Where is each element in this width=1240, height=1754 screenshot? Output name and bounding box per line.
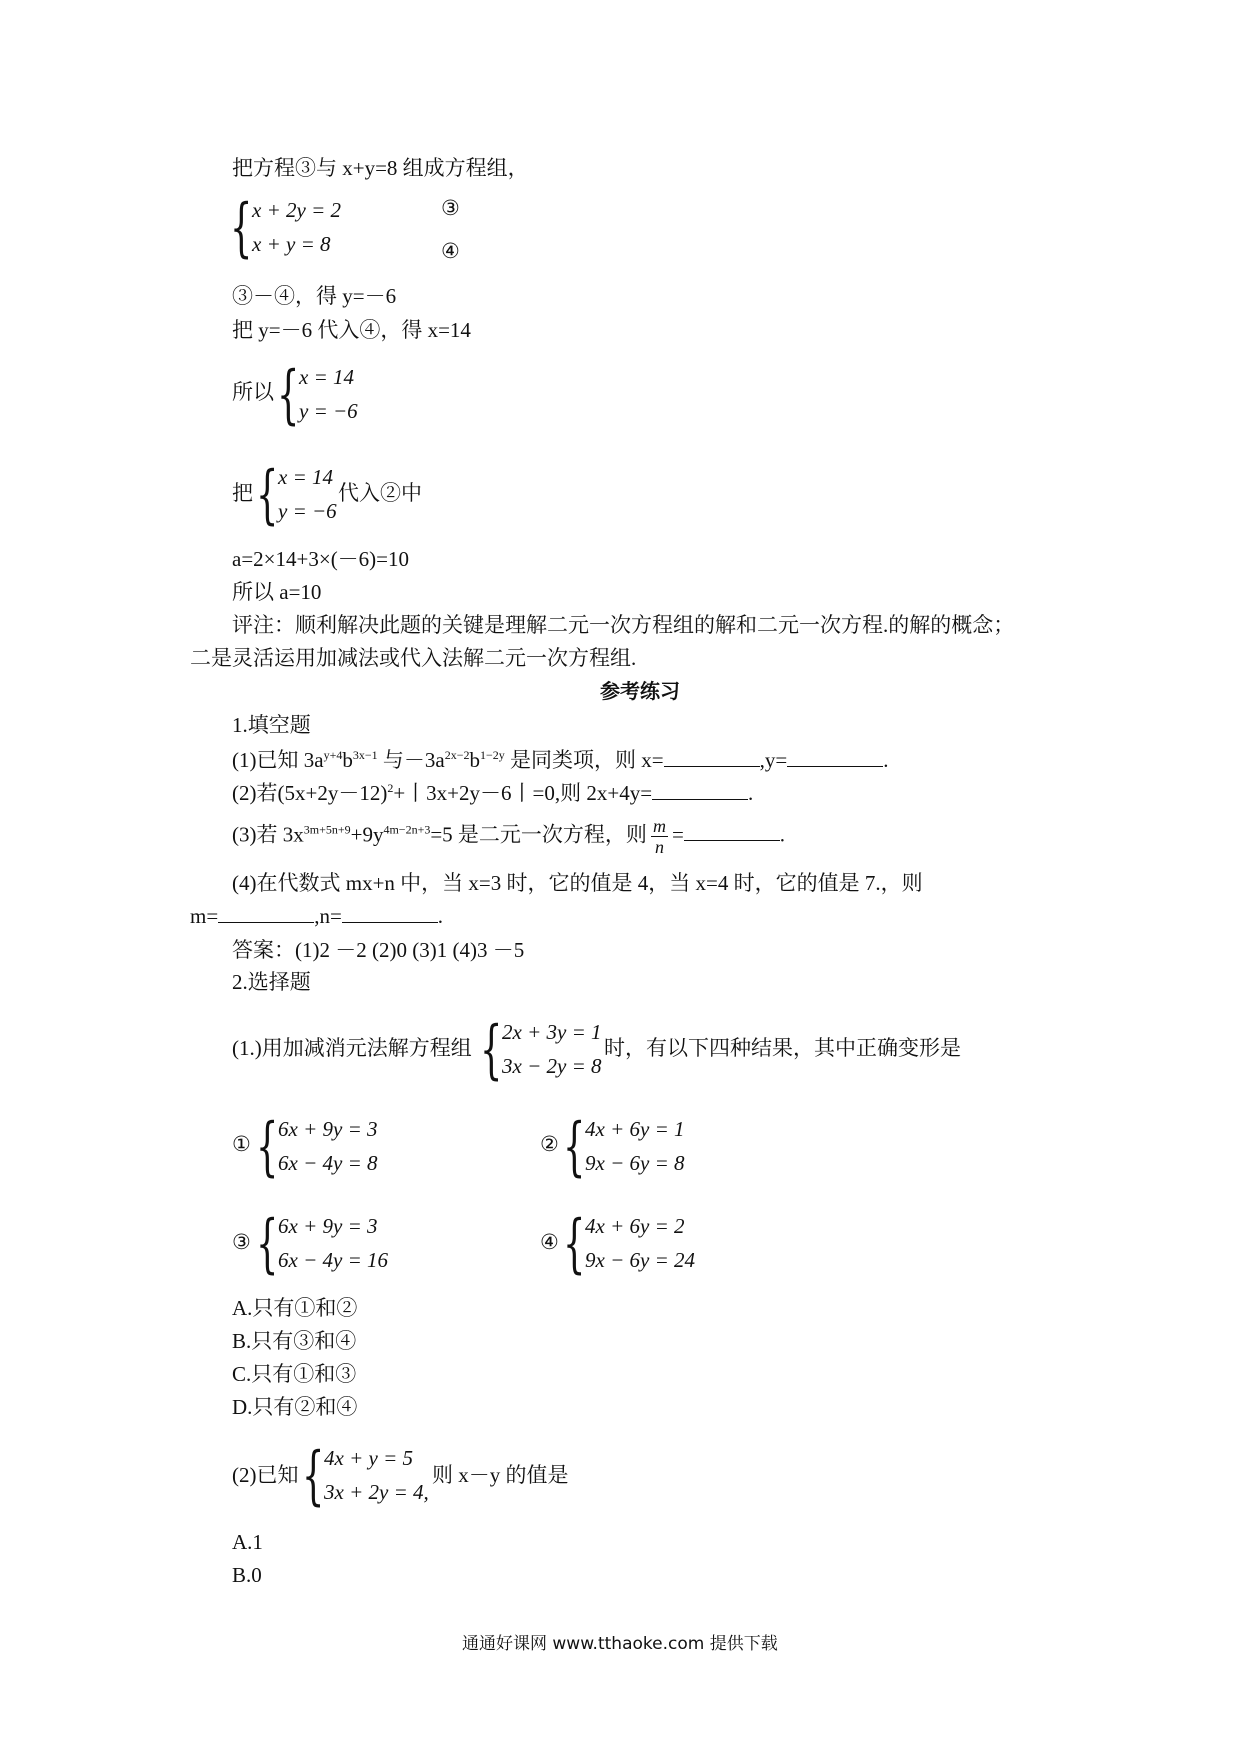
brace-icon: { [256,1110,279,1184]
text-suffix: 代入②中 [338,481,422,505]
brace-icon: { [480,1013,503,1087]
equation: 4x + 6y = 2 [585,1214,685,1238]
equation-tag: ③ [441,196,460,220]
equation: 3x + 2y = 4, [324,1480,429,1504]
equation: 9x − 6y = 8 [585,1151,685,1175]
text-line-7: 所以 a=10 [232,580,322,604]
text-prefix: 把 [232,481,253,505]
question-1-2: (2)若$(5x+2y-12)^2+$丨3x+2y－6丨=0,则 2x+4y= . [232,781,754,805]
answer-line: 答案：(1)2 －2 (2)0 (3)1 (4)3 －5 [232,938,525,962]
option-tag: ③ [232,1230,251,1254]
choice-d[interactable]: D.只有②和④ [232,1395,358,1419]
brace-icon: { [563,1110,586,1184]
text-line-2: ③－④，得 y=－6 [232,284,397,308]
text-suffix: 时，有以下四种结果，其中正确变形是 [604,1036,961,1060]
question-group-title: 1.填空题 [232,713,311,737]
fraction: $\frac{m}{n}$ [652,816,666,857]
equation: x = 14 [278,465,333,489]
question-group-title: 2.选择题 [232,970,311,994]
equation: 9x − 6y = 24 [585,1248,695,1272]
choice-a[interactable]: A.1 [232,1530,263,1554]
choice-b[interactable]: B.只有③和④ [232,1329,357,1353]
equation: 6x − 4y = 16 [278,1248,388,1272]
equation: 4x + 6y = 1 [585,1117,685,1141]
equation: y = −6 [299,399,358,423]
answer-blank[interactable] [652,785,748,800]
equation: x = 14 [299,365,354,389]
brace-icon: { [256,1207,279,1281]
brace-icon: { [563,1207,586,1281]
equation: 3x − 2y = 8 [502,1054,602,1078]
answer-blank[interactable] [787,752,883,767]
equation: y = −6 [278,499,337,523]
option-tag: ① [232,1132,251,1156]
question-1-3: (3)若 $3x^{3m+5n+9}+9y^{4m-2n+3}=5$ 是二元一次方程，则 $\frac{m}{n}$ = . [232,816,786,857]
equation: 4x + y = 5 [324,1446,413,1470]
text-prefix: 所以 [232,380,274,404]
choice-a[interactable]: A.只有①和② [232,1296,358,1320]
brace-icon: { [302,1439,325,1513]
answer-blank[interactable] [218,908,314,923]
text-line-6: a=2×14+3×(－6)=10 [232,547,410,571]
section-title: 参考练习 [600,679,680,703]
equation: 6x − 4y = 8 [278,1151,378,1175]
question-1-4-blanks: m= ,n= . [190,904,444,928]
text-line-9: 二是灵活运用加减法或代入法解二元一次方程组. [190,646,637,670]
option-tag: ④ [540,1230,559,1254]
answer-blank[interactable] [684,826,780,841]
question-1-4: (4)在代数式 mx+n 中，当 x=3 时，它的值是 4，当 x=4 时，它的值是 7.，则 [232,871,923,895]
option-tag: ② [540,1132,559,1156]
brace-icon: { [230,191,253,265]
question-1-1: (1)已知 $3a^{y+4}b^{3x-1}$ 与$-3a^{2x-2}b^{1-2y}$ 是同类项，则 x= ,y= . [232,748,889,772]
equation: x + 2y = 2 [252,198,341,222]
equation-tag: ④ [441,239,460,263]
brace-icon: { [277,358,300,432]
page-footer: 通通好课网 www.tthaoke.com 提供下载 [462,1634,778,1654]
answer-blank[interactable] [664,752,760,767]
text-prefix: (2)已知 [232,1463,299,1487]
equation: 6x + 9y = 3 [278,1214,378,1238]
choice-b[interactable]: B.0 [232,1563,262,1587]
text-prefix: (1.)用加减消元法解方程组 [232,1036,472,1060]
equation: x + y = 8 [252,232,331,256]
text-suffix: 则 x－y 的值是 [432,1463,569,1487]
brace-icon: { [256,458,279,532]
equation: 6x + 9y = 3 [278,1117,378,1141]
answer-blank[interactable] [342,908,438,923]
choice-c[interactable]: C.只有①和③ [232,1362,357,1386]
text-line-3: 把 y=－6 代入④，得 x=14 [232,318,471,342]
equation: 2x + 3y = 1 [502,1020,602,1044]
text-line-8: 评注：顺利解决此题的关键是理解二元一次方程组的解和二元一次方程.的解的概念； [232,613,1015,637]
text-line-1: 把方程③与 x+y=8 组成方程组， [232,156,529,180]
